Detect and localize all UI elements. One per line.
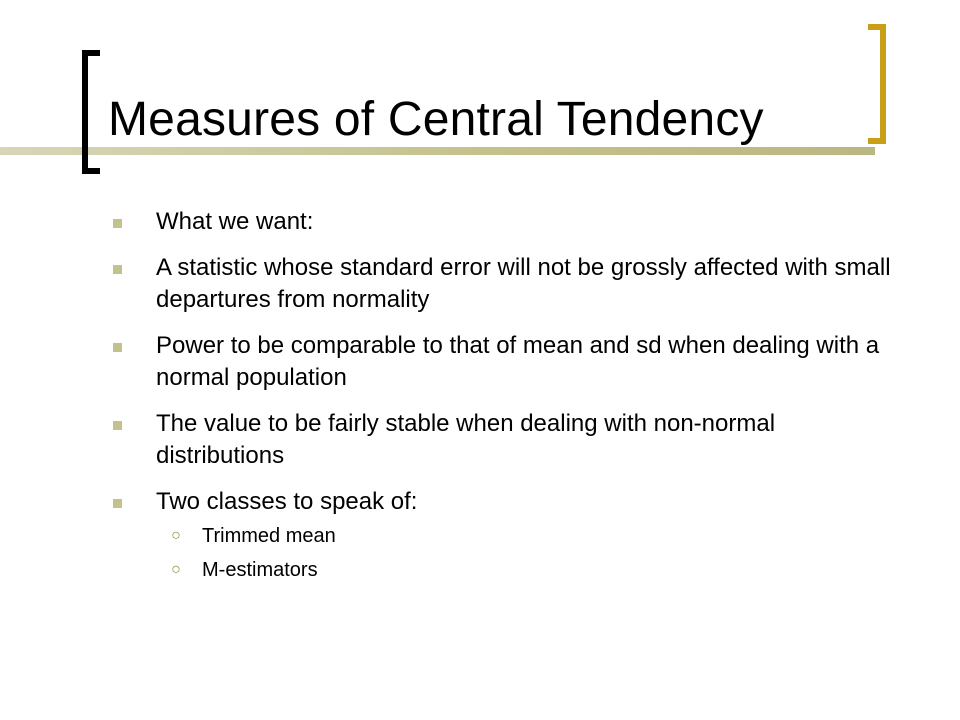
sub-bullet-text: M-estimators (202, 559, 318, 581)
bullet-item (110, 408, 900, 472)
square-bullet-icon (113, 343, 122, 352)
bullet-item (110, 206, 900, 238)
square-bullet-icon (113, 265, 122, 274)
bullet-list (110, 206, 900, 584)
bullet-text: The value to be fairly stable when dealing with non-normal distributions (156, 410, 776, 469)
left-bracket-decoration (82, 50, 100, 174)
bullet-text: Power to be comparable to that of mean and sd when dealing with a normal population (156, 332, 880, 391)
bullet-text: Two classes to speak of: (156, 488, 418, 515)
bullet-text: What we want: (156, 208, 314, 235)
right-bracket-decoration (868, 24, 886, 144)
sub-bullet-text: Trimmed mean (202, 525, 336, 547)
circle-bullet-icon: ○ (171, 561, 181, 578)
bullet-item (110, 486, 900, 584)
bullet-item (110, 252, 900, 316)
circle-bullet-icon: ○ (171, 527, 181, 544)
sub-bullet-item (156, 556, 900, 584)
sub-bullet-list (156, 522, 900, 584)
sub-bullet-item (156, 522, 900, 550)
square-bullet-icon (113, 499, 122, 508)
bullet-item (110, 330, 900, 394)
bullet-text: A statistic whose standard error will not be grossly affected with small departures from normality (156, 254, 891, 313)
square-bullet-icon (113, 421, 122, 430)
slide-content (110, 206, 900, 598)
slide-title: Measures of Central Tendency (108, 93, 764, 146)
square-bullet-icon (113, 219, 122, 228)
